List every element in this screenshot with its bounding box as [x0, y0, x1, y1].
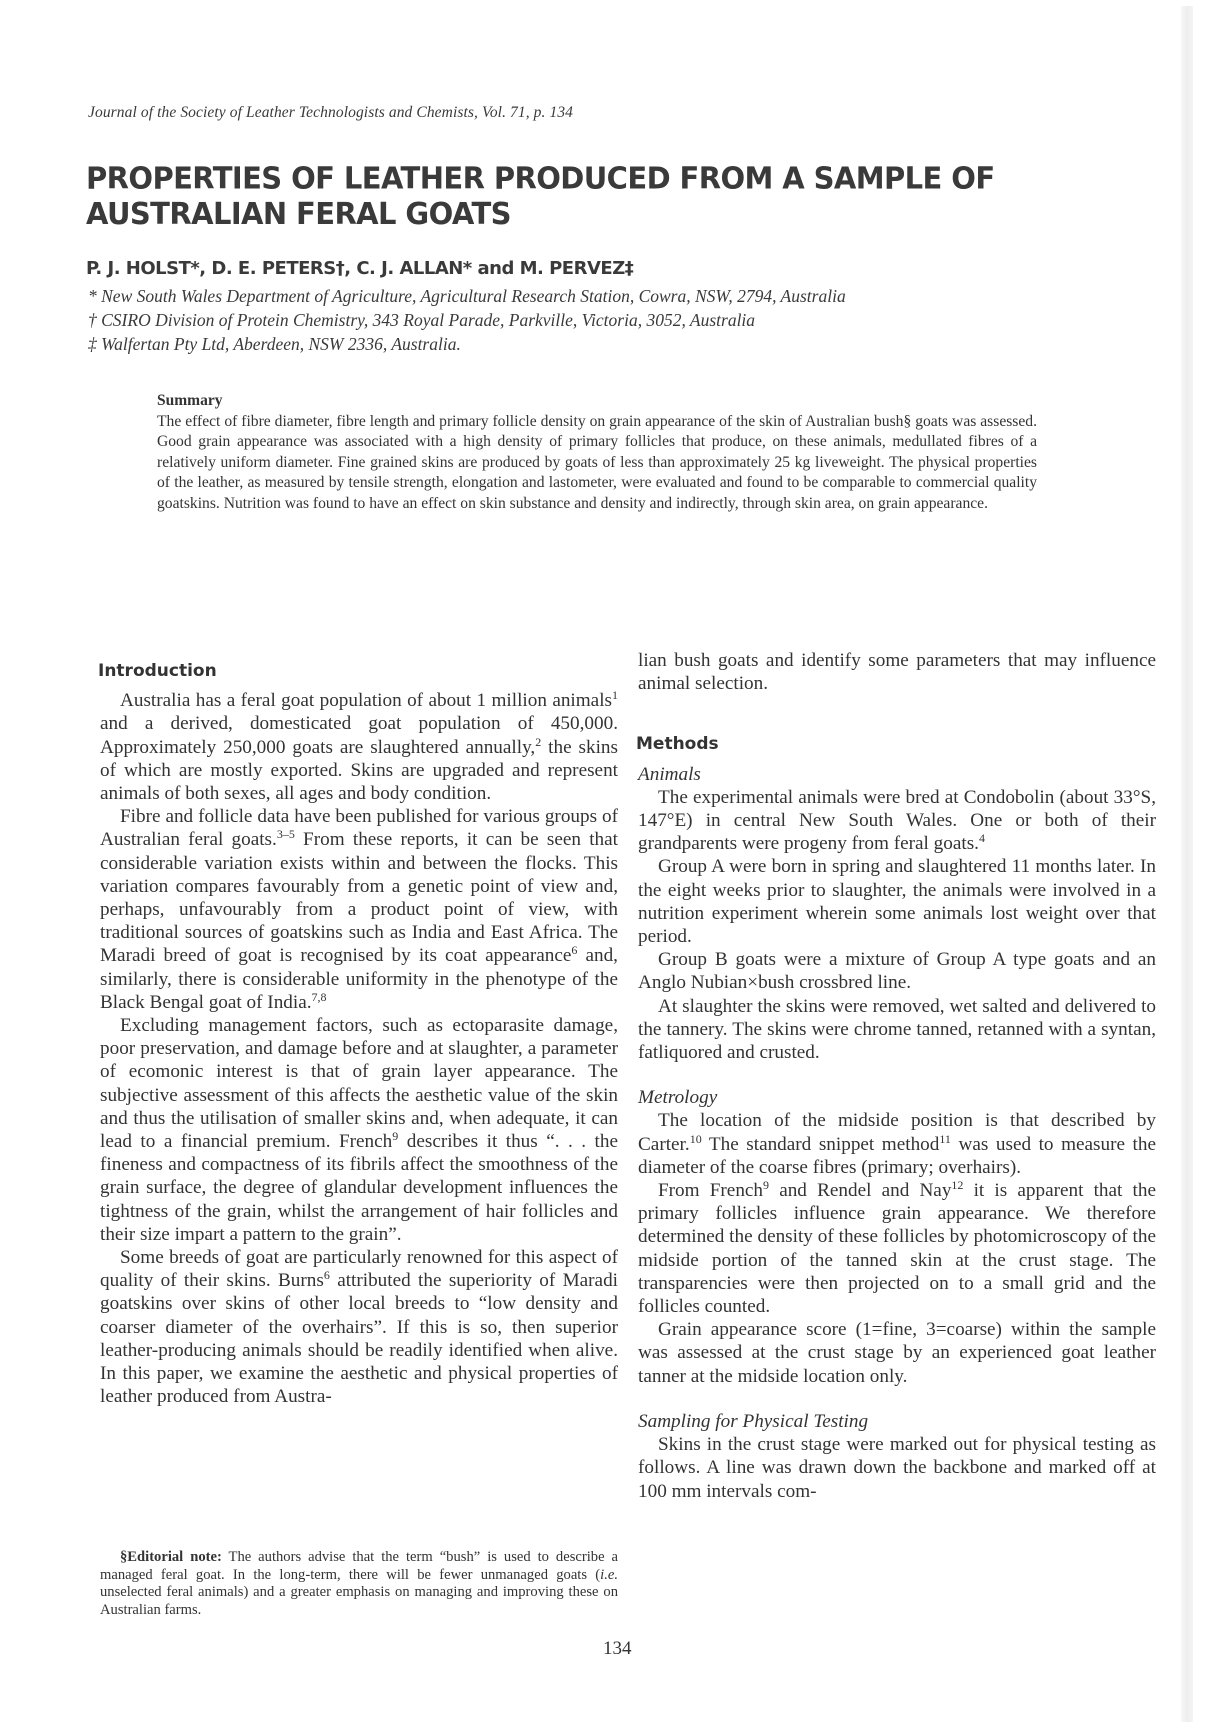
left-column — [100, 660, 618, 1409]
section-heading-methods: Methods — [636, 734, 719, 755]
animals-paragraph-1: The experimental animals were bred at Condobolin (about 33°S, 147°E) in central New South Wales. One or both of their grandparents were progeny from feral goats.$^4$ — [638, 786, 1156, 855]
right-column — [638, 649, 1156, 1503]
metrology-paragraph-1: The location of the midside position is that described by Carter.$^{10}$ The standard snippet method$^{11}$ was used to measure the diameter of the coarse fibres (primary; overhairs). — [638, 1110, 1156, 1178]
affiliations — [88, 284, 1088, 356]
intro-paragraph-1: Australia has a feral goat population of about 1 million animals$^1$ and a derived, domesticated goat population of 450,000. Approximately 250,000 goats are slaughtered annually,$^2$ the skins of which are mostly exported. Skins are upgraded and represent animals of both sexes, all ages and body condition. — [100, 688, 618, 805]
animals-paragraph-4: At slaughter the skins were removed, wet salted and delivered to the tannery. The skins were chrome tanned, retanned with a syntan, fatliquored and crusted. — [638, 995, 1156, 1064]
section-heading-introduction: Introduction — [98, 661, 217, 681]
summary-heading: Summary — [157, 392, 223, 409]
subheading-metrology: Metrology — [638, 1087, 718, 1109]
article-title — [86, 160, 1086, 231]
intro-continuation: lian bush goats and identify some parameters that may influence animal selection. — [638, 650, 1156, 695]
affiliation-1: * New South Wales Department of Agriculture, Agricultural Research Station, Cowra, NSW, 2794, Australia — [88, 286, 846, 306]
sampling-paragraph-1: Skins in the crust stage were marked out for physical testing as follows. A line was drawn down the backbone and marked off at 100 mm intervals com- — [638, 1434, 1156, 1502]
page-number: 134 — [603, 1638, 632, 1659]
summary-text: The effect of fibre diameter, fibre length and primary follicle density on grain appearance of the skin of Australian bush§ goats was assessed. Good grain appearance was associated with a high density of primary follicles that produce, on these animals, medullated fibres of a relatively uniform diameter. Fine grained skins are produced by goats of less than approximately 25 kg liveweight. The physical properties of the leather, as measured by tensile strength, elongation and lastometer, were evaluated and found to be comparable to commercial quality goatskins. Nutrition was found to have an effect on skin substance and density and indirectly, through skin area, on grain appearance. — [157, 412, 1037, 512]
animals-paragraph-3: Group B goats were a mixture of Group A type goats and an Anglo Nubian×bush crossbred line. — [638, 949, 1156, 994]
metrology-paragraph-3: Grain appearance score (1=fine, 3=coarse) within the sample was assessed at the crust stage by an experienced goat leather tanner at the midside location only. — [638, 1319, 1156, 1387]
journal-citation: Journal of the Society of Leather Technologists and Chemists, Vol. 71, p. 134 — [88, 104, 574, 121]
intro-paragraph-3: Excluding management factors, such as ectoparasite damage, poor preservation, and damage before and at slaughter, a parameter of ecomonic interest is that of grain layer appearance. The subjective assessment of this affects the aesthetic value of the skin and thus the utilisation of smaller skins and, when adequate, it can lead to a financial premium. French$^9$ describes it thus “. . . the fineness and compactness of its fibrils affect the smoothness of the grain surface, the degree of glandular development influences the tightness of the grain, whilst the arrangement of hair follicles and their size impart a pattern to the grain”. — [100, 1015, 618, 1245]
scan-edge-shadow — [1181, 6, 1193, 1722]
metrology-paragraph-2: From French$^9$ and Rendel and Nay$^{12}$ it is apparent that the primary follicles influence grain appearance. We therefore determined the density of these follicles by photomicroscopy of the midside portion of the tanned skin at the crust stage. The transparencies were then projected on to a small grid and the follicles counted. — [638, 1178, 1156, 1318]
intro-paragraph-4: Some breeds of goat are particularly renowned for this aspect of quality of their skins. Burns$^6$ attributed the superiority of Maradi goatskins over skins of other local breeds to “low density and coarser diameter of the overhairs”. If this is so, then superior leather-producing animals should be readily identified when alive. In this paper, we examine the aesthetic and physical properties of leather produced from Austra- — [100, 1247, 618, 1408]
title-line-1: PROPERTIES OF LEATHER PRODUCED FROM A SAMPLE OF — [86, 160, 995, 196]
intro-paragraph-2: Fibre and follicle data have been published for various groups of Australian feral goats.$^{3-5}$ From these reports, it can be seen that considerable variation exists within and between the flocks. This variation compares favourably from a genetic point of view and, perhaps, unfavourably from a product point of view, with traditional sources of goatskins such as India and East Africa. The Maradi breed of goat is recognised by its coat appearance$^6$ and, similarly, there is considerable uniformity in the phenotype of the Black Bengal goat of India.$^{7,8}$ — [100, 806, 618, 1013]
title-line-2: AUSTRALIAN FERAL GOATS — [86, 195, 511, 232]
affiliation-2: † CSIRO Division of Protein Chemistry, 343 Royal Parade, Parkville, Victoria, 3052, Australia — [88, 310, 756, 330]
editorial-footnote: §Editorial note: The authors advise that the term “bush” is used to describe a managed feral goat. In the long-term, there will be fewer unmanaged goats (i.e. unselected feral animals) and a greater emphasis on managing and improving these on Australian farms. — [100, 1549, 618, 1618]
animals-paragraph-2: Group A were born in spring and slaughtered 11 months later. In the eight weeks prior to slaughter, the animals were involved in a nutrition experiment wherein some animals lost weight over that period. — [638, 856, 1156, 948]
author-list: P. J. HOLST*, D. E. PETERS†, C. J. ALLAN* and M. PERVEZ‡ — [86, 258, 634, 279]
subheading-animals: Animals — [638, 763, 701, 785]
affiliation-3: ‡ Walfertan Pty Ltd, Aberdeen, NSW 2336, Australia. — [88, 334, 461, 354]
summary-abstract — [157, 391, 1037, 514]
footnote-label: §Editorial note: — [120, 1549, 222, 1565]
subheading-sampling: Sampling for Physical Testing — [638, 1410, 869, 1432]
